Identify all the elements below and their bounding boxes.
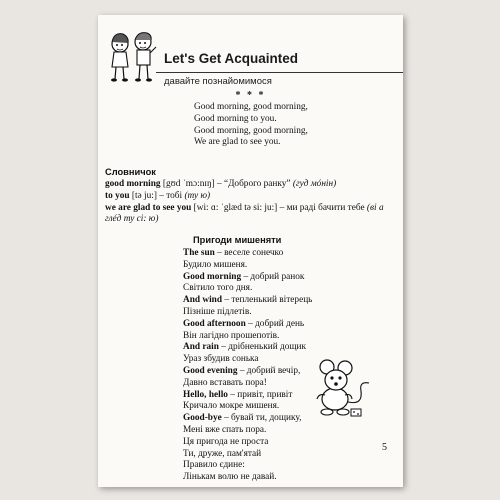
page-title: Let's Get Acquainted bbox=[164, 51, 298, 66]
story-line-text: – привіт, привіт bbox=[227, 389, 293, 400]
vocabulary-entry bbox=[105, 179, 397, 191]
story-english-phrase: Good-bye bbox=[183, 413, 222, 424]
mouse-cartoon-icon bbox=[305, 359, 375, 421]
poem-line: Good morning, good morning, bbox=[194, 125, 308, 136]
story-english-phrase: Good afternoon bbox=[183, 318, 246, 329]
story-line-text: Правило єдине: bbox=[183, 460, 245, 471]
story-line bbox=[183, 354, 312, 366]
story-line-text: Світило того дня. bbox=[183, 283, 253, 294]
story-line bbox=[183, 425, 312, 437]
story-line-text: Пізніше підлетів. bbox=[183, 306, 252, 317]
vocabulary-reading: (ту ю) bbox=[184, 190, 211, 201]
story-line-text: – добрий день bbox=[245, 318, 305, 329]
story-line-text: Давно вставать пора! bbox=[183, 377, 267, 388]
story-line-text: – добрий ранок bbox=[241, 271, 305, 282]
vocabulary-translation: “Доброго ранку” bbox=[223, 179, 293, 189]
story-line-text: – добрий вечір, bbox=[237, 365, 301, 376]
vocabulary-list bbox=[105, 179, 397, 226]
vocabulary-translation: тобі bbox=[166, 190, 185, 201]
story-line-text: Кричало мокре мишеня. bbox=[183, 401, 280, 412]
section-separator: * * * bbox=[235, 90, 266, 101]
vocabulary-entry bbox=[105, 191, 397, 203]
vocabulary-translation: ми раді бачити тебе bbox=[286, 202, 367, 213]
story-line bbox=[183, 307, 312, 319]
story-english-phrase: The sun bbox=[183, 248, 215, 258]
story-line-text: – дрібненький дощик bbox=[218, 342, 307, 353]
story-line-text: – тепленький вітерець bbox=[222, 295, 313, 306]
vocabulary-pronunciation: [tə ju:] – bbox=[129, 190, 167, 201]
poem bbox=[194, 102, 308, 149]
story-line bbox=[183, 283, 312, 295]
story-line bbox=[183, 295, 312, 307]
kids-cartoon-icon bbox=[106, 29, 158, 87]
story-line-text: Ти, друже, пам'ятай bbox=[183, 448, 262, 459]
story-line-text: Лінькам волю не давай. bbox=[183, 472, 277, 483]
vocabulary-pronunciation: [gʊd ˈmɔ:nɪŋ] – bbox=[160, 179, 224, 189]
vocabulary-term: good morning bbox=[105, 179, 161, 189]
vocabulary-reading: (ві а глéд ту сі: ю) bbox=[105, 202, 384, 225]
story-english-phrase: Hello, hello bbox=[183, 389, 228, 400]
story-line bbox=[183, 248, 312, 260]
story-line bbox=[183, 260, 312, 272]
story-line bbox=[183, 460, 312, 472]
story-line bbox=[183, 319, 312, 331]
vocabulary-reading: (гуд мóнін) bbox=[292, 179, 337, 189]
story-english-phrase: Good evening bbox=[183, 365, 238, 376]
vocabulary-term: to you bbox=[105, 190, 130, 201]
story-line-text: – веселе сонечко bbox=[214, 248, 284, 258]
story-line-text: Він лагідно прошепотів. bbox=[183, 330, 280, 341]
vocabulary-entry bbox=[105, 203, 397, 227]
story-line bbox=[183, 449, 312, 461]
story-line-text: Будило мишеня. bbox=[183, 259, 248, 270]
vocabulary-heading: Словничок bbox=[105, 167, 156, 177]
header-rule bbox=[156, 72, 403, 73]
story-line bbox=[183, 272, 312, 284]
book-page bbox=[98, 15, 403, 487]
story-line bbox=[183, 437, 312, 449]
story-english-phrase: And rain bbox=[183, 342, 219, 353]
story-line bbox=[183, 413, 312, 425]
story-line bbox=[183, 378, 312, 390]
poem-line: Good morning to you. bbox=[194, 113, 277, 124]
story-line bbox=[183, 390, 312, 402]
vocabulary-term: we are glad to see you bbox=[105, 202, 192, 213]
poem-line: We are glad to see you. bbox=[194, 137, 281, 148]
story-line bbox=[183, 342, 312, 354]
story-poem bbox=[183, 248, 312, 484]
story-line bbox=[183, 366, 312, 378]
story-line bbox=[183, 331, 312, 343]
page-subtitle: давайте познайомимося bbox=[164, 76, 272, 87]
story-line-text: Ця пригода не проста bbox=[183, 436, 269, 447]
vocabulary-pronunciation: [wi: ɑ: ˈglæd tə si: ju:] – bbox=[191, 202, 287, 213]
story-line-text: – бувай ти, дощику, bbox=[221, 413, 302, 424]
story-line-text: Мені вже спать пора. bbox=[183, 424, 267, 435]
story-line bbox=[183, 401, 312, 413]
poem-line: Good morning, good morning, bbox=[194, 102, 308, 112]
page-number: 5 bbox=[382, 442, 387, 453]
story-heading: Пригоди мишеняти bbox=[193, 235, 282, 245]
story-english-phrase: Good morning bbox=[183, 271, 242, 282]
story-english-phrase: And wind bbox=[183, 295, 223, 306]
story-line-text: Ураз збудив сонька bbox=[183, 354, 259, 365]
story-line bbox=[183, 472, 312, 484]
